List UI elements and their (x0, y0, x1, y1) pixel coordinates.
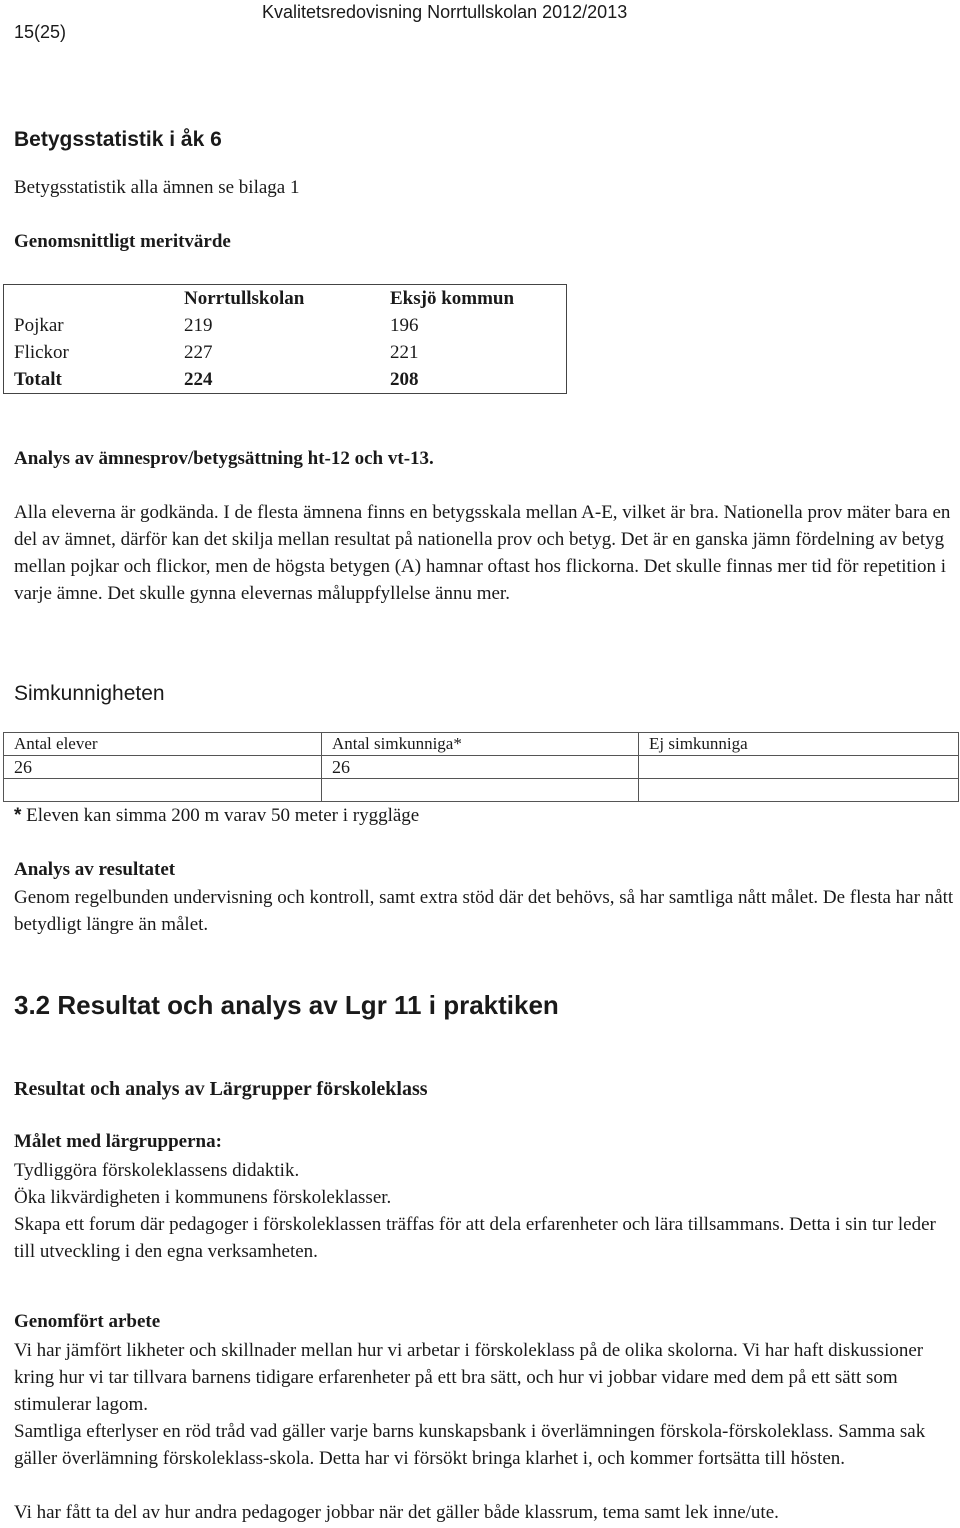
table-cell: Flickor (14, 342, 69, 363)
table-row (4, 779, 959, 802)
swim-heading: Simkunnigheten (14, 682, 165, 705)
table-header: Antal simkunniga* (322, 733, 639, 756)
merit-table (3, 284, 567, 394)
table-cell: 208 (390, 369, 419, 390)
table-header: Antal elever (4, 733, 322, 756)
table-header: Eksjö kommun (390, 288, 515, 309)
work-heading: Genomfört arbete (14, 1311, 161, 1332)
table-cell: 196 (390, 315, 419, 336)
table-cell (639, 779, 959, 802)
header-title: Kvalitetsredovisning Norrtullskolan 2012/2013 (262, 2, 628, 22)
table-header: Norrtullskolan (184, 288, 305, 309)
table-header: Ej simkunniga (639, 733, 959, 756)
table-cell: 224 (184, 369, 213, 390)
goal-heading: Målet med lärgrupperna: (14, 1131, 222, 1152)
grade-statistics-heading: Betygsstatistik i åk 6 (14, 128, 222, 151)
grade-statistics-note: Betygsstatistik alla ämnen se bilaga 1 (14, 177, 300, 198)
table-cell: 219 (184, 315, 213, 336)
footnote-star: * (14, 805, 22, 826)
goal-line: Tydliggöra förskoleklassens didaktik. (14, 1160, 300, 1181)
table-cell: 26 (4, 756, 322, 779)
table-cell (639, 756, 959, 779)
table-row (4, 756, 959, 779)
analysis-body: Alla eleverna är godkända. I de flesta ämnena finns en betygsskala mellan A-E, vilket är bra. Nationella prov mäter bara en del av ämnet, därför kan det skilja mellan resultat på nationella prov och betyg. Det är en ganska jämn fördelning av betyg mellan pojkar och flickor, men de högsta betygen (A) hamnar oftast hos flickorna. Det skulle finnas mer tid för repetition i varje ämne. Det skulle gynna elevernas måluppfyllelse ännu mer. (14, 502, 951, 604)
swim-table (3, 732, 959, 802)
table-row (4, 285, 567, 313)
work-paragraph: Vi har jämfört likheter och skillnader mellan hur vi arbetar i förskoleklass på de olika skolorna. Vi har haft diskussioner kring hur vi tar tillvara barnens tidigare erfarenheter på ett bra sätt, och hur vi jobbar vidare med dem på ett sätt som stimulerar lagom. (14, 1340, 924, 1415)
merit-heading: Genomsnittligt meritvärde (14, 231, 231, 252)
table-cell: 227 (184, 342, 213, 363)
table-cell (4, 285, 175, 313)
subsection-heading: Resultat och analys av Lärgrupper förskoleklass (14, 1078, 428, 1100)
table-cell (322, 779, 639, 802)
page-number: 15(25) (14, 22, 67, 42)
analysis-heading: Analys av ämnesprov/betygsättning ht-12 och vt-13. (14, 448, 434, 469)
table-cell: 26 (322, 756, 639, 779)
section-heading: 3.2 Resultat och analys av Lgr 11 i praktiken (14, 990, 559, 1020)
table-row (4, 339, 567, 366)
table-row (4, 733, 959, 756)
footnote-text: Eleven kan simma 200 m varav 50 meter i ryggläge (26, 805, 420, 826)
table-cell: 221 (390, 342, 419, 363)
work-paragraph: Samtliga efterlyser en röd tråd vad gäller varje barns kunskapsbank i överlämningen förskola-förskoleklass. Samma sak gäller överlämning förskoleklass-skola. Detta har vi försökt bringa klarhet i, och kommer fortsätta till hösten. (14, 1421, 926, 1469)
table-cell (4, 779, 322, 802)
result-body: Genom regelbunden undervisning och kontroll, samt extra stöd där det behövs, så har samtliga nått målet. De flesta har nått betydligt längre än målet. (14, 887, 954, 935)
work-paragraph: Vi har fått ta del av hur andra pedagoger jobbar när det gäller både klassrum, tema samt lek inne/ute. (14, 1502, 779, 1523)
table-row (4, 312, 567, 339)
table-cell: Totalt (14, 369, 62, 390)
result-heading: Analys av resultatet (14, 859, 176, 880)
table-row (4, 366, 567, 394)
goal-line: Skapa ett forum där pedagoger i förskoleklassen träffas för att dela erfarenheter och lära tillsammans. Detta i sin tur leder till utveckling i den egna verksamheten. (14, 1214, 936, 1262)
swim-footnote (14, 805, 419, 827)
goal-line: Öka likvärdigheten i kommunens förskoleklasser. (14, 1187, 392, 1208)
table-cell: Pojkar (14, 315, 64, 336)
